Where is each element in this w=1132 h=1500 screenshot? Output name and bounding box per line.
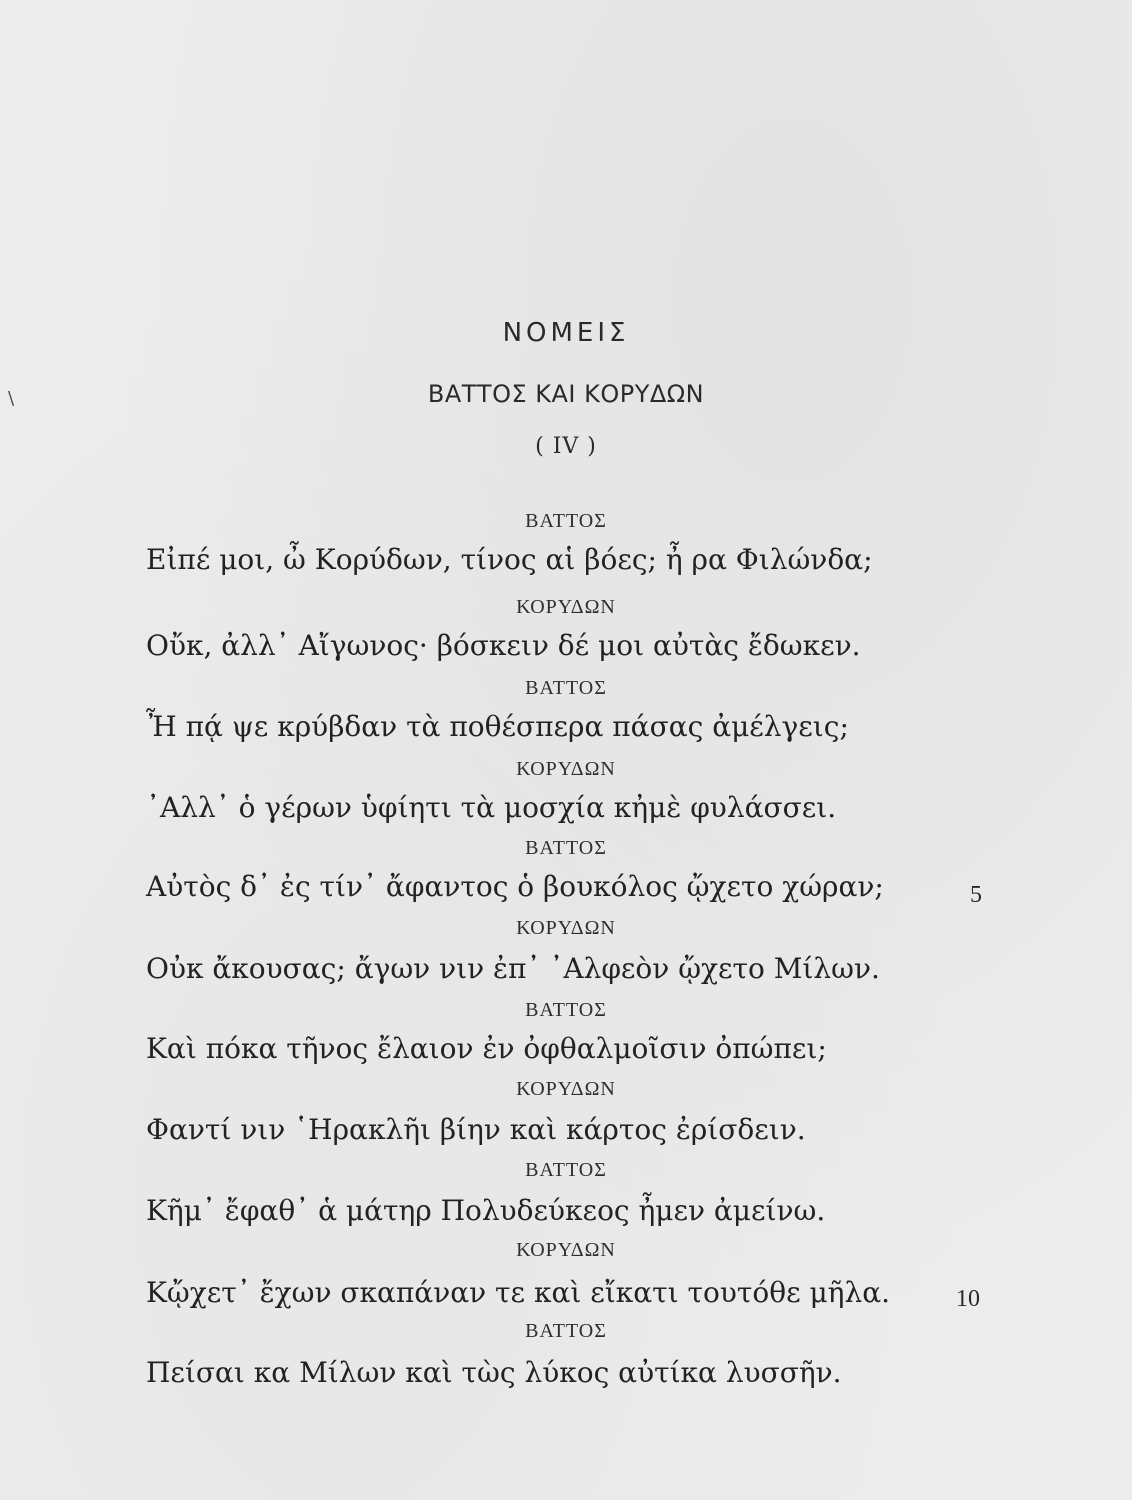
verse-line: Εἰπέ μοι, ὦ Κορύδων, τίνος αἱ βόες; ἦ ρα Φιλώνδα; — [146, 543, 873, 576]
speaker-label: ΚΟΡΥΔΩΝ — [516, 758, 616, 780]
poem-subtitle: ΒΑΤΤΟΣ ΚΑΙ ΚΟΡΥΔΩΝ — [427, 380, 705, 408]
verse-line: Πείσαι κα Μίλων καὶ τὼς λύκος αὐτίκα λυσσῆν. — [146, 1356, 842, 1389]
line-number: 5 — [970, 882, 982, 908]
verse-line: Κῆμ᾽ ἔφαθ᾽ ἁ μάτηρ Πολυδεύκεος ἦμεν ἀμείνω. — [146, 1194, 826, 1227]
margin-mark: \ — [8, 388, 15, 409]
speaker-label: ΒΑΤΤΟΣ — [525, 999, 607, 1021]
speaker-label: ΒΑΤΤΟΣ — [525, 1320, 607, 1342]
line-number: 10 — [956, 1286, 980, 1312]
speaker-label: ΒΑΤΤΟΣ — [525, 837, 607, 859]
speaker-label: ΒΑΤΤΟΣ — [525, 510, 607, 532]
speaker-label: ΒΑΤΤΟΣ — [525, 677, 607, 699]
verse-line: Αὐτὸς δ᾽ ἐς τίν᾽ ἄφαντος ὁ βουκόλος ᾤχετο χώραν; — [146, 870, 884, 903]
verse-line: Κᾤχετ᾽ ἔχων σκαπάναν τε καὶ εἴκατι τουτόθε μῆλα. — [146, 1276, 890, 1309]
verse-line: Ἦ πᾴ ψε κρύβδαν τὰ ποθέσπερα πάσας ἀμέλγεις; — [146, 710, 849, 743]
verse-line: Οὔκ, ἀλλ᾽ Αἴγωνος· βόσκειν δέ μοι αὐτὰς ἔδωκεν. — [146, 629, 861, 662]
speaker-label: ΚΟΡΥΔΩΝ — [516, 1239, 616, 1261]
speaker-label: ΒΑΤΤΟΣ — [525, 1159, 607, 1181]
speaker-label: ΚΟΡΥΔΩΝ — [516, 596, 616, 618]
verse-line: Καὶ πόκα τῆνος ἔλαιον ἐν ὀφθαλμοῖσιν ὀπώπει; — [146, 1032, 827, 1065]
verse-line: ᾽Αλλ᾽ ὁ γέρων ὑφίητι τὰ μοσχία κἠμὲ φυλάσσει. — [146, 791, 837, 824]
speaker-label: ΚΟΡΥΔΩΝ — [516, 1078, 616, 1100]
verse-line: Φαντί νιν ῾Ηρακλῆι βίην καὶ κάρτος ἐρίσδειν. — [146, 1113, 806, 1146]
speaker-label: ΚΟΡΥΔΩΝ — [516, 917, 616, 939]
poem-title: ΝΟΜΕΙΣ — [502, 318, 630, 348]
idyll-number: ( IV ) — [535, 434, 597, 459]
verse-line: Οὐκ ἄκουσας; ἄγων νιν ἐπ᾽ ᾽Αλφεὸν ᾤχετο Μίλων. — [146, 952, 880, 985]
